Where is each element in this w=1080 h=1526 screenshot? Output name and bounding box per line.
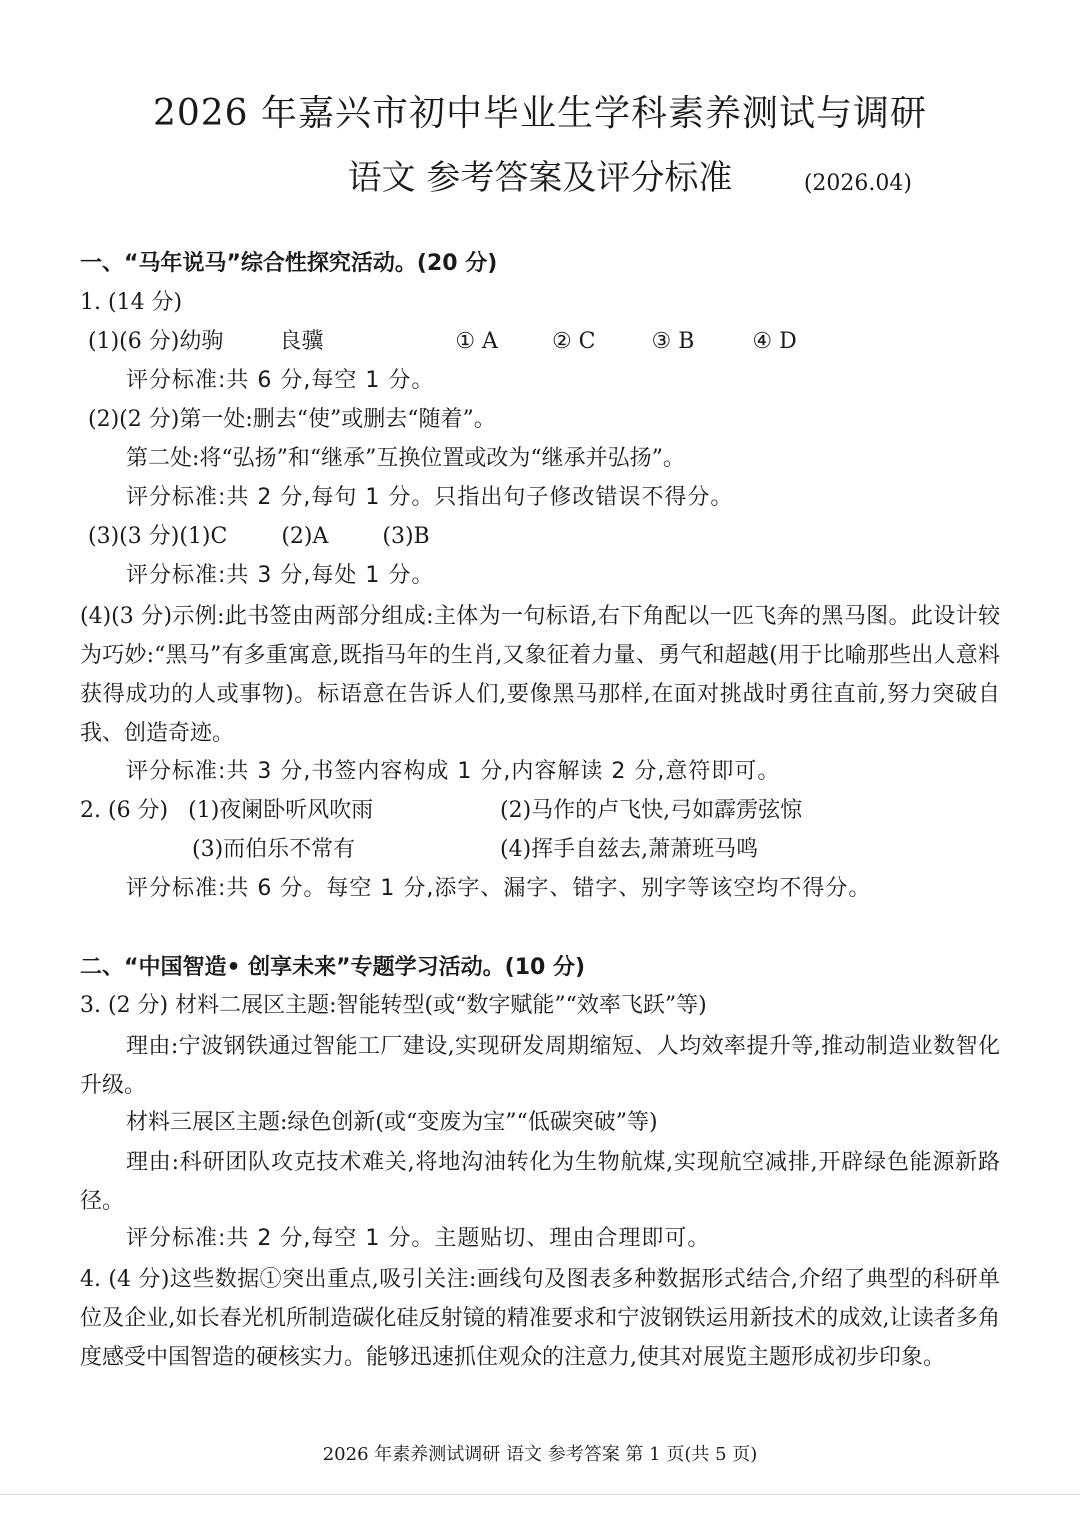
page-title: 2026 年嘉兴市初中毕业生学科素养测试与调研 (152, 93, 928, 134)
q3-theme-2: 材料三展区主题:绿色创新(或“变废为宝”“低碳突破”等) (126, 1110, 658, 1135)
q2-answer-4: (4)挥手自兹去,萧萧班马鸣 (500, 837, 759, 862)
q1-1-choice2: ② C (551, 329, 596, 354)
q1-1-choice3: ③ B (651, 329, 695, 354)
q1-3-scoring-criteria: 评分标准:共 3 分,每处 1 分。 (126, 563, 435, 588)
q2-answer-1: (1)夜阑卧听风吹雨 (188, 798, 374, 823)
page-subtitle (0, 155, 1080, 201)
q1-3-choice3: (3)B (382, 524, 430, 549)
q2-scoring-criteria: 评分标准:共 6 分。每空 1 分,添字、漏字、错字、别字等该空均不得分。 (126, 876, 872, 901)
section-one-heading: 一、“马年说马”综合性探究活动。(20 分) (80, 251, 498, 276)
page-footer: 2026 年素养测试调研 语文 参考答案 第 1 页(共 5 页) (322, 1444, 758, 1465)
q1-1-label: (1)(6 分)幼驹 (88, 329, 224, 354)
scan-edge-divider (0, 1494, 1080, 1495)
question-1-2-answer: (2)(2 分)第一处:删去“使”或删去“随着”。 (88, 407, 496, 432)
q1-3-label: (3)(3 分)(1)C (88, 524, 228, 549)
question-1-1-answer (88, 327, 1008, 357)
q2-answer-3: (3)而伯乐不常有 (192, 837, 356, 862)
q1-1-choice1: ① A (455, 329, 498, 354)
q1-4-scoring-criteria: 评分标准:共 3 分,书签内容构成 1 分,内容解读 2 分,意符即可。 (126, 759, 781, 784)
question-1-4-answer: (4)(3 分)示例:此书签由两部分组成:主体为一句标语,右下角配以一匹飞奔的黑马图。此设计较为巧妙:“黑马”有多重寓意,既指马年的生肖,又象征着力量、勇气和超越(用于比喻那些出人意料获得成功的人或事物)。标语意在告诉人们,要像黑马那样,在面对挑战时勇往直前,努力突破自我、创造奇迹。 (80, 604, 1000, 746)
q1-1-choice4: ④ D (752, 329, 797, 354)
q1-2-scoring-criteria: 评分标准:共 2 分,每句 1 分。只指出句子修改错误不得分。 (126, 485, 734, 510)
q3-reason-1: 理由:宁波钢铁通过智能工厂建设,实现研发周期缩短、人均效率提升等,推动制造业数智化升级。 (80, 1034, 1000, 1098)
question-4-answer: 4. (4 分)这些数据①突出重点,吸引关注:画线句及图表多种数据形式结合,介绍了典型的科研单位及企业,如长春光机所制造碳化硅反射镜的精准要求和宁波钢铁运用新技术的成效,让读者多角度感受中国智造的硬核实力。能够迅速抓住观众的注意力,使其对展览主题形成初步印象。 (80, 1267, 1000, 1370)
question-1-3-answer (88, 522, 1008, 552)
question-1-header: 1. (14 分) (80, 290, 183, 315)
section-two-heading: 二、“中国智造• 创享未来”专题学习活动。(10 分) (80, 955, 586, 980)
q3-reason-2: 理由:科研团队攻克技术难关,将地沟油转化为生物航煤,实现航空减排,开辟绿色能源新路径。 (80, 1150, 1000, 1214)
q2-label: 2. (6 分) (80, 798, 169, 823)
q1-1-scoring-criteria: 评分标准:共 6 分,每空 1 分。 (126, 368, 435, 393)
q1-1-word2: 良骥 (279, 329, 324, 354)
question-3-header: 3. (2 分) 材料二展区主题:智能转型(或“数字赋能”“效率飞跃”等) (80, 993, 707, 1018)
subtitle-text: 语文 参考答案及评分标准 (347, 158, 733, 198)
document-date: (2026.04) (803, 171, 912, 196)
q1-3-choice2: (2)A (281, 524, 329, 549)
question-1-2-answer-b: 第二处:将“弘扬”和“继承”互换位置或改为“继承并弘扬”。 (126, 446, 685, 471)
q3-scoring-criteria: 评分标准:共 2 分,每空 1 分。主题贴切、理由合理即可。 (126, 1226, 711, 1251)
q2-answer-2: (2)马作的卢飞快,弓如霹雳弦惊 (500, 798, 803, 823)
